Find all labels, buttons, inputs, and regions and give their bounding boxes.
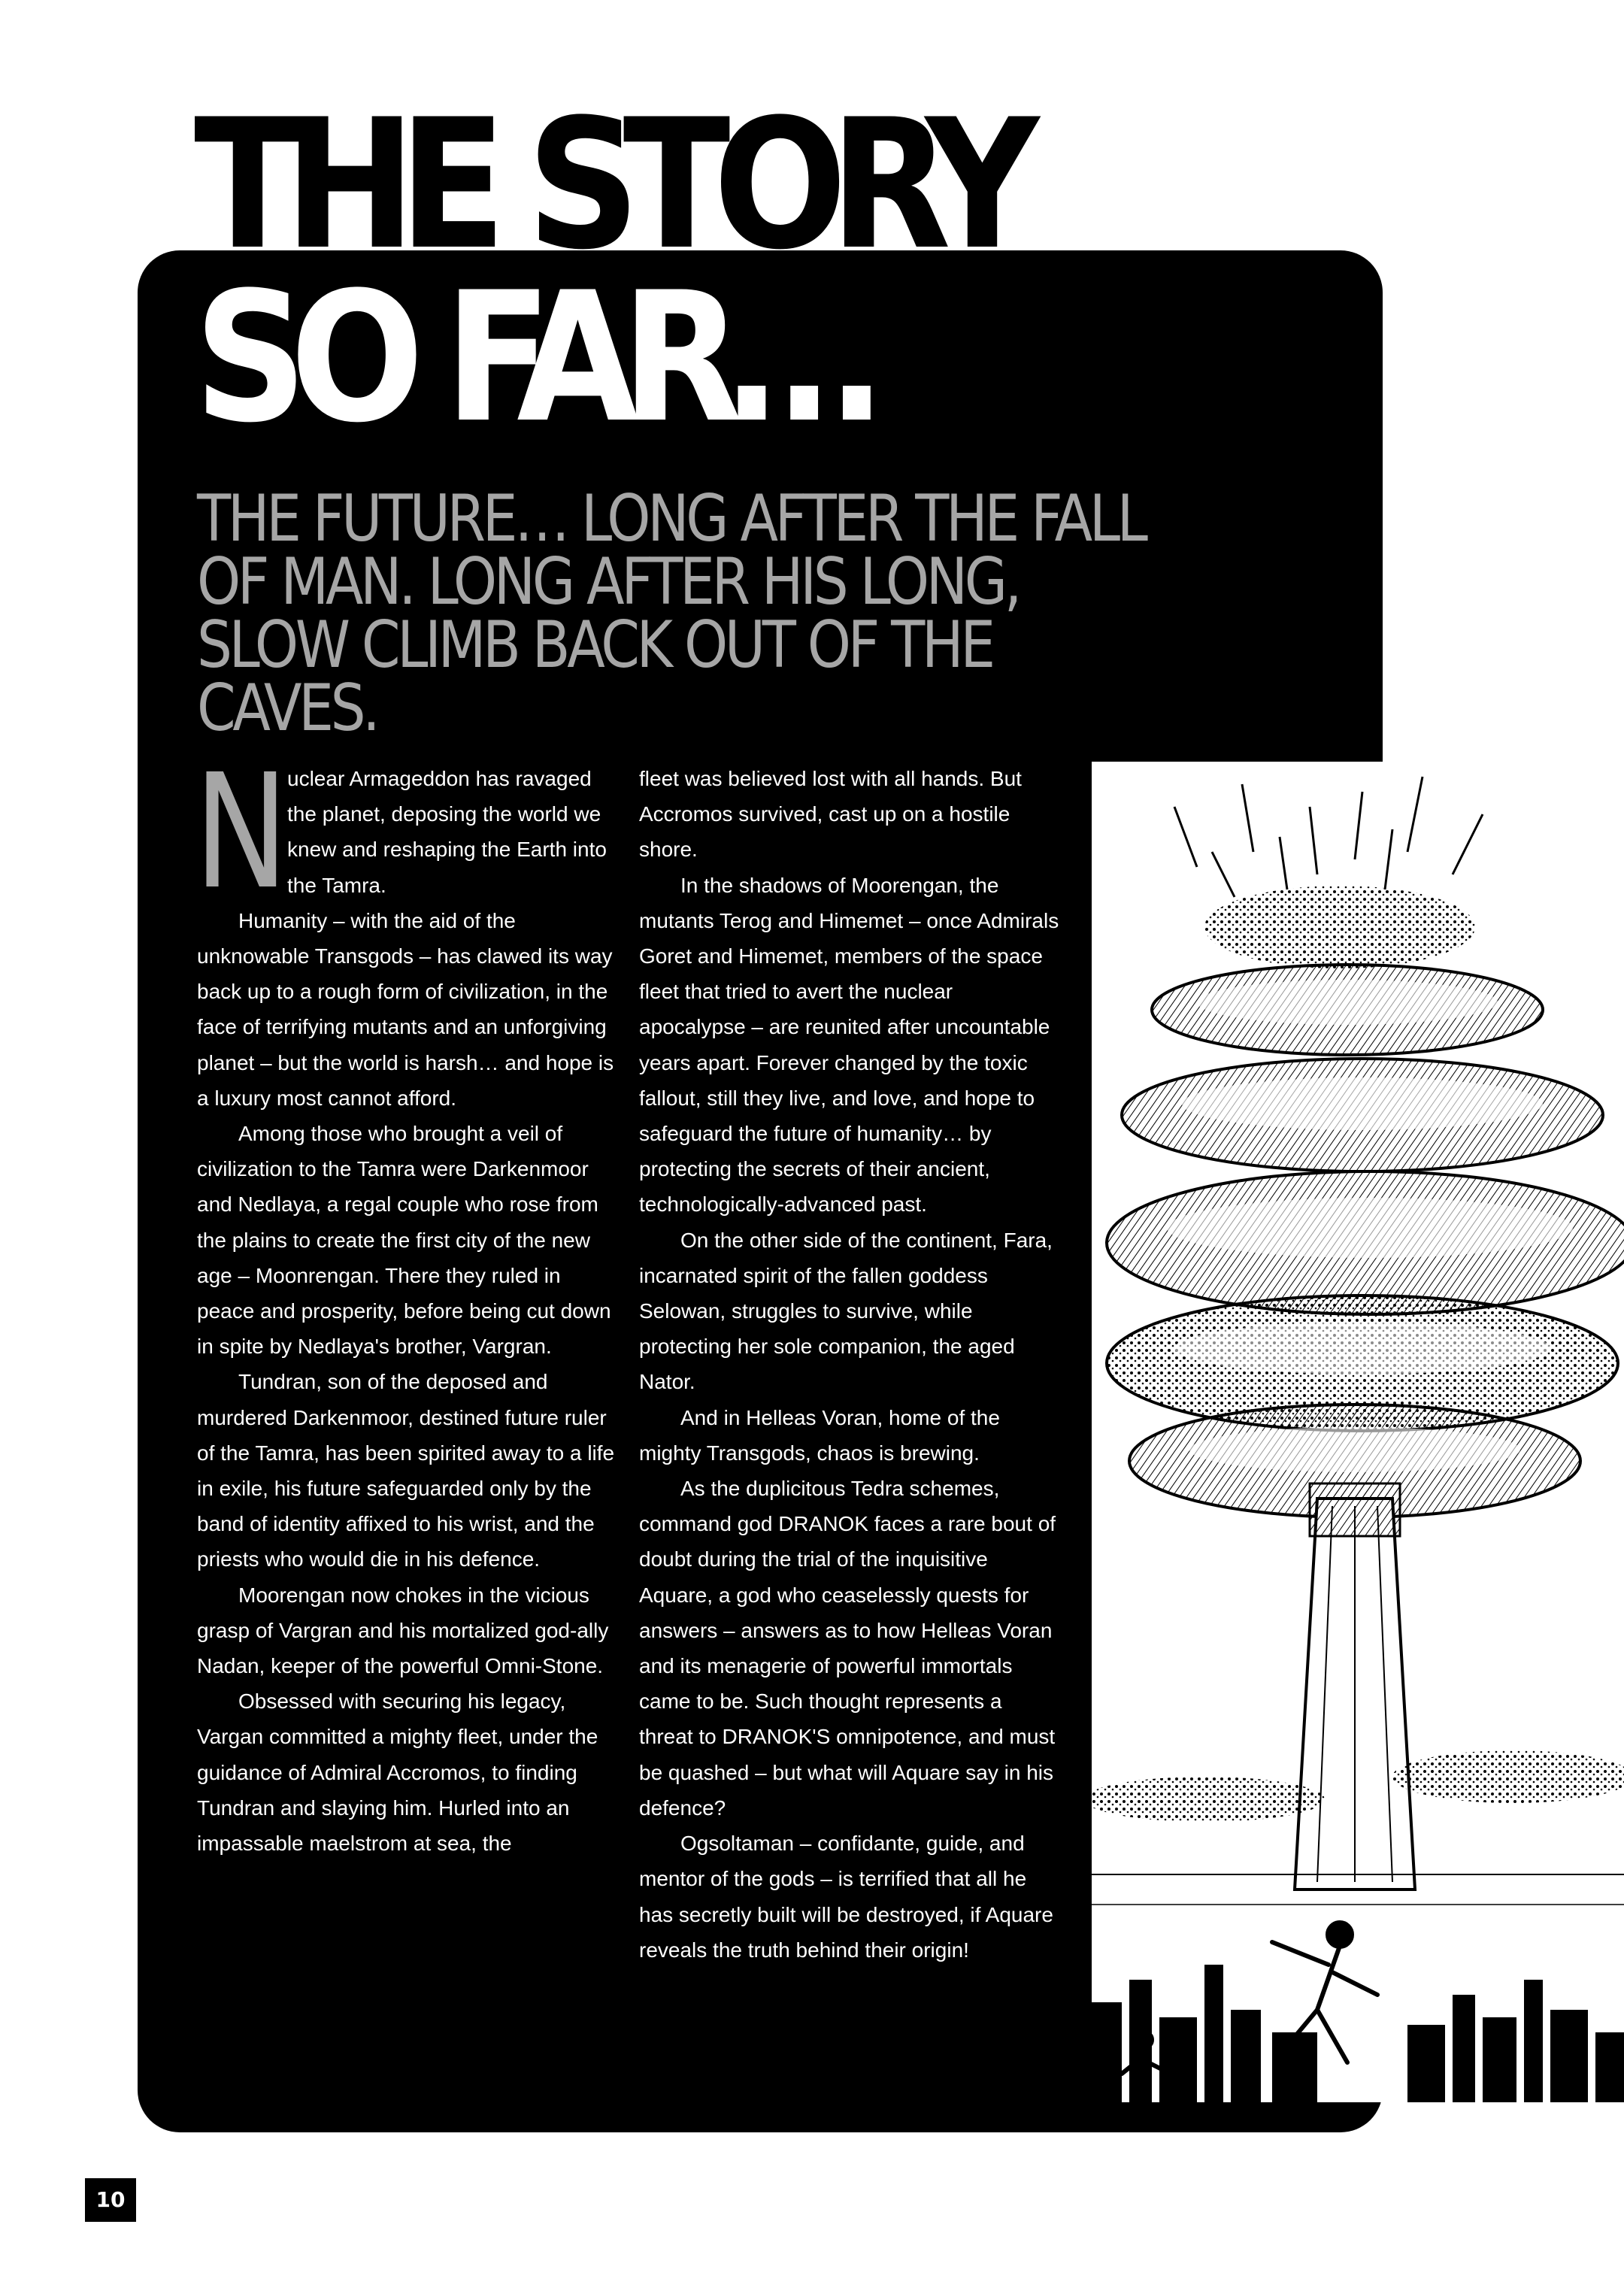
debris-lines	[1174, 777, 1483, 897]
paragraph: Moorengan now chokes in the vicious grasp of Vargran and his mortalized god-ally Nadan, keeper of the powerful Omni-Stone.	[197, 1583, 609, 1678]
explosion-stem	[1295, 1483, 1415, 1889]
page-title	[194, 81, 1247, 462]
paragraph: Humanity – with the aid of the unknowable Transgods – has clawed its way back up to a rough form of civilization, in the face of terrifying mutants and an unforgiving planet – but the world is harsh… and hope is a luxury most cannot afford.	[197, 908, 614, 1110]
drop-cap: N	[194, 740, 289, 924]
title-line-2: SO FAR…	[194, 254, 866, 462]
paragraph: fleet was believed lost with all hands. But Accromos survived, cast up on a hostile shore.	[639, 767, 1022, 862]
paragraph: Tundran, son of the deposed and murdered Darkenmoor, destined future ruler of the Tamra, has been spirited away to a life in exile, his future safeguarded only by the band of identity affixed to his wrist, and the priests who would die in his defence.	[197, 1370, 615, 1571]
page-number: 10	[85, 2178, 136, 2222]
paragraph-text: uclear Armageddon has ravaged the planet, deposing the world we knew and reshaping the Earth into the Tamra.	[287, 767, 607, 897]
text-column-2	[639, 761, 1060, 1968]
text-column-1	[194, 740, 618, 1861]
explosion-drawing	[1092, 762, 1624, 2102]
paragraph: In the shadows of Moorengan, the mutants Terog and Himemet – once Admirals Goret and Himemet, members of the space fleet that tried to avert the nuclear apocalypse – are reunited after uncountable years apart. Forever changed by the toxic fallout, still they live, and love, and hope to safeguard the future of humanity… by protecting the secrets of their ancient, technologically-advanced past.	[639, 873, 1059, 1217]
paragraph: Obsessed with securing his legacy, Vargan committed a mighty fleet, under the guidance of Admiral Accromos, to finding Tundran and slaying him. Hurled into an impassable maelstrom at sea, the	[197, 1689, 598, 1856]
title-line-1: THE STORY	[194, 81, 1023, 289]
mushroom-cloud-illustration	[1092, 762, 1624, 2102]
paragraph: Ogsoltaman – confidante, guide, and mentor of the gods – is terrified that all he has secretly built will be destroyed, if Aquare reveals the truth behind their origin!	[639, 1832, 1053, 1962]
cloud-spray	[1204, 886, 1475, 968]
paragraph: And in Helleas Voran, home of the mighty Transgods, chaos is brewing.	[639, 1405, 1000, 1465]
paragraph: Among those who brought a veil of civilization to the Tamra were Darkenmoor and Nedlaya, a regal couple who rose from the plains to create the first city of the new age – Moonrengan. There they ruled in peace and prosperity, before being cut down in spite by Nedlaya's brother, Vargran.	[197, 1122, 611, 1359]
paragraph	[194, 740, 618, 924]
subtitle: THE FUTURE… LONG AFTER THE FALL OF MAN. LONG AFTER HIS LONG, SLOW CLIMB BACK OUT OF THE CAVES.	[197, 481, 1145, 746]
story-body	[194, 740, 1081, 2114]
paragraph: As the duplicitous Tedra schemes, command god DRANOK faces a rare bout of doubt during the trial of the inquisitive Aquare, a god who ceaselessly quests for answers – answers as to how Helleas Voran and its menagerie of powerful immortals came to be. Such thought represents a threat to DRANOK'S omnipotence, and must be quashed – but what will Aquare say in his defence?	[639, 1477, 1056, 1820]
cloud-layers	[1107, 965, 1624, 1517]
paragraph: On the other side of the continent, Fara, incarnated spirit of the fallen goddess Selowan, struggles to survive, while protecting her sole companion, the aged Nator.	[639, 1228, 1053, 1394]
